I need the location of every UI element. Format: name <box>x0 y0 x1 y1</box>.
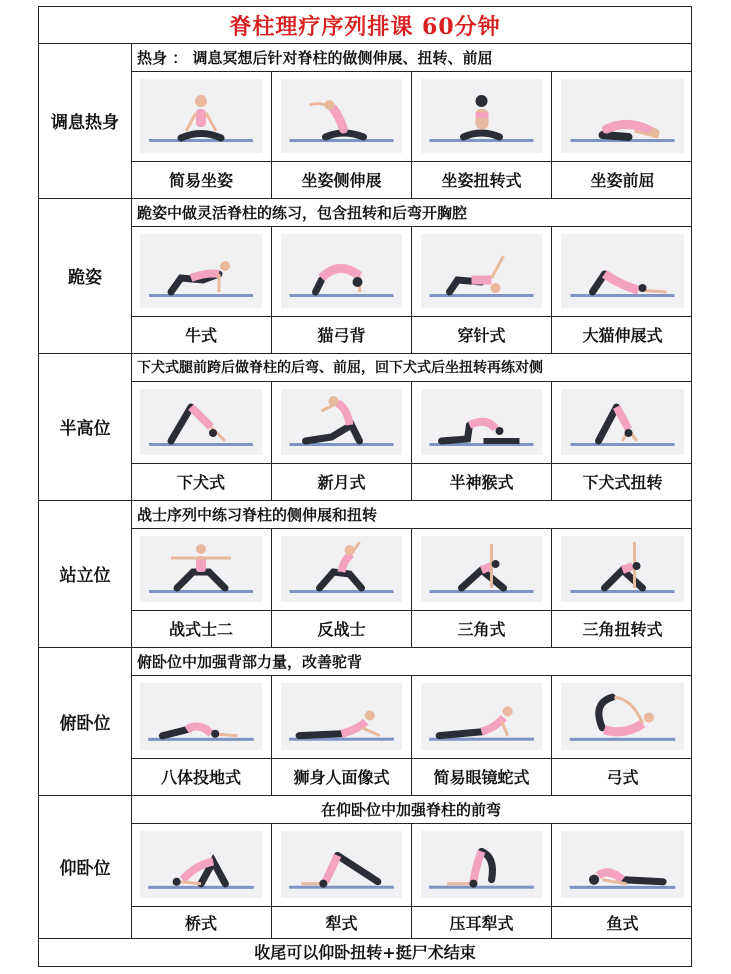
pose-photo-thread-the-needle <box>421 234 542 308</box>
pose-name: 简易坐姿 <box>168 171 233 190</box>
section-label: 调息热身 <box>39 43 132 198</box>
pose-name: 牛式 <box>184 326 217 345</box>
pose-names-row <box>131 758 691 795</box>
pose-photo-sphinx <box>281 683 402 750</box>
pose-photo-plow <box>281 831 402 898</box>
pose-photo-half-split <box>421 389 542 455</box>
section-description: 在仰卧位中加强脊柱的前弯 <box>131 795 691 824</box>
pose-photos-row <box>131 675 691 759</box>
section-label: 站立位 <box>39 500 132 647</box>
section-label: 俯卧位 <box>39 647 132 795</box>
pose-names-row <box>131 463 691 500</box>
section-supine <box>39 795 691 939</box>
pose-photo-cat <box>281 234 402 308</box>
pose-name: 三角式 <box>411 610 551 647</box>
pose-photos-row <box>131 71 691 162</box>
pose-name: 反战士 <box>271 610 411 647</box>
section-standing <box>39 500 691 648</box>
pose-photo-triangle <box>421 536 542 602</box>
pose-photo-extended-puppy <box>561 234 684 308</box>
pose-photo-fish <box>561 831 684 898</box>
pose-name: 简易眼镜蛇式 <box>411 758 551 795</box>
section-description: 战士序列中练习脊柱的侧伸展和扭转 <box>131 500 691 529</box>
pose-names-row <box>131 610 691 647</box>
closing-note: 收尾可以仰卧扭转+挺尸术结束 <box>254 942 476 962</box>
pose-photo-bridge <box>140 831 262 898</box>
section-description: 俯卧位中加强背部力量，改善驼背 <box>131 647 691 676</box>
page-title: 脊柱理疗序列排课 60分钟 <box>39 7 691 44</box>
pose-photo-revolved-triangle <box>561 536 684 602</box>
pose-name: 弓式 <box>551 758 693 795</box>
pose-photo-eight-limbed <box>140 683 262 750</box>
section-label: 半高位 <box>39 353 132 500</box>
pose-photo-easy-seat <box>140 79 262 153</box>
section-description: 热身 ： 调息冥想后针对脊柱的做侧伸展、扭转、前屈 <box>131 43 691 72</box>
pose-photo-cow <box>140 234 262 308</box>
yoga-schedule-table <box>38 6 692 967</box>
pose-photo-downward-dog <box>140 389 262 455</box>
pose-name: 压耳犁式 <box>411 906 551 938</box>
pose-photo-ear-pressure <box>421 831 542 898</box>
pose-name: 猫弓背 <box>271 316 411 353</box>
pose-photos-row <box>131 528 691 611</box>
section-kneeling <box>39 198 691 354</box>
pose-name: 大猫伸展式 <box>551 316 693 353</box>
pose-photo-bow <box>561 683 684 750</box>
section-label: 跪姿 <box>39 198 132 353</box>
pose-name: 穿针式 <box>411 316 551 353</box>
pose-name: 半神猴式 <box>411 463 551 500</box>
pose-name: 八体投地式 <box>160 768 241 787</box>
pose-photo-seated-side-stretch <box>281 79 402 153</box>
pose-name: 下犬式扭转 <box>551 463 693 500</box>
pose-photo-seated-twist <box>421 79 542 153</box>
pose-photo-downward-dog-twist <box>561 389 684 455</box>
pose-name: 下犬式 <box>176 473 225 492</box>
pose-photo-crescent-lunge <box>281 389 402 455</box>
pose-name: 战式士二 <box>168 620 233 639</box>
pose-photos-row <box>131 381 691 464</box>
pose-names-row <box>131 316 691 353</box>
pose-name: 三角扭转式 <box>551 610 693 647</box>
pose-photo-baby-cobra <box>421 683 542 750</box>
pose-name: 狮身人面像式 <box>271 758 411 795</box>
pose-photo-reverse-warrior <box>281 536 402 602</box>
pose-name: 犁式 <box>271 906 411 938</box>
section-label: 仰卧位 <box>39 795 132 938</box>
pose-name: 桥式 <box>184 913 217 933</box>
pose-name: 鱼式 <box>551 906 693 938</box>
section-description: 下犬式腿前跨后做脊柱的后弯、前屈，回下犬式后坐扭转再练对侧 <box>131 353 691 382</box>
pose-photos-row <box>131 226 691 317</box>
section-half-high <box>39 353 691 501</box>
pose-name: 坐姿侧伸展 <box>271 161 411 198</box>
section-warmup <box>39 43 691 199</box>
section-description: 跪姿中做灵活脊柱的练习，包含扭转和后弯开胸腔 <box>131 198 691 227</box>
pose-photo-warrior-two <box>140 536 262 602</box>
pose-name: 坐姿扭转式 <box>411 161 551 198</box>
pose-name: 坐姿前屈 <box>551 161 693 198</box>
pose-name: 新月式 <box>271 463 411 500</box>
pose-names-row <box>131 161 691 198</box>
section-prone <box>39 647 691 796</box>
pose-photo-seated-forward-bend <box>561 79 684 153</box>
pose-names-row <box>131 906 691 938</box>
pose-photos-row <box>131 823 691 907</box>
